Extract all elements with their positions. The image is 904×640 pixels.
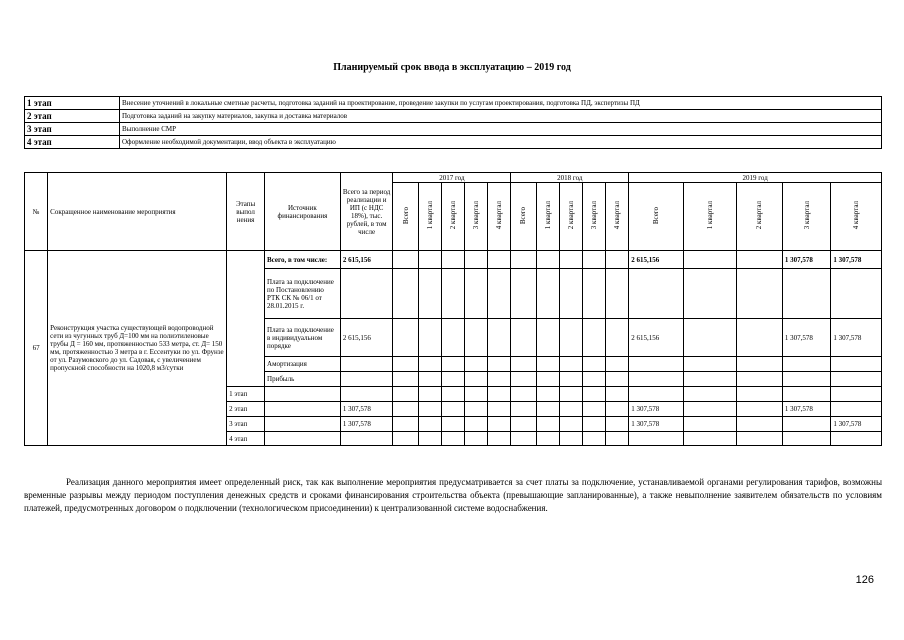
stage-row (25, 110, 882, 123)
stage-text: Выполнение СМР (120, 123, 882, 136)
stage-text: Внесение уточнений в локальные сметные расчеты, подготовка заданий на проектирование, проведение закупки по услугам проектирования, подготовка ПД, экспертизы ПД (120, 97, 882, 110)
val-total: 2 615,156 (340, 251, 393, 269)
financing-table (24, 172, 882, 446)
src-fee: Плата за подключение по Постановлению РТК СК № 06/1 от 28.01.2015 г. (265, 269, 341, 319)
src-profit: Прибыль (265, 372, 341, 387)
val-indiv-q3: 1 307,578 (782, 319, 830, 357)
stage-row (25, 97, 882, 110)
val-total-q3: 1 307,578 (782, 251, 830, 269)
src-indiv: Плата за подключение в индивидуальном порядке (265, 319, 341, 357)
row-name: Реконструкция участка существующей водопроводной сети из чугунных труб Д=100 мм на полиэтиленовые трубы Д = 160 мм, протяженностью 533 метра, ст. Д= 150 мм, протяженностью 3 метра в г. Ессентуки по ул. Фрунзе от ул. Разумовского до ул. Садовая, с увеличением пропускной способности на 1020,8 м3/сутки (48, 251, 227, 446)
val-total-q4: 1 307,578 (831, 251, 882, 269)
col-name: Сокращенное наименование мероприятия (48, 173, 227, 251)
col-source: Источник финансирования (265, 173, 341, 251)
sub-q4: 4 квартал (831, 183, 882, 251)
val-st2-q3: 1 307,578 (782, 402, 830, 417)
sub-q1: 1 квартал (536, 183, 559, 251)
sub-q4: 4 квартал (606, 183, 629, 251)
page-title: Планируемый срок ввода в эксплуатацию – 2019 год (333, 62, 571, 73)
val-indiv: 2 615,156 (340, 319, 393, 357)
page-number: 126 (855, 574, 874, 586)
stage-cell-empty (227, 251, 265, 387)
sub-q2: 2 квартал (441, 183, 464, 251)
sub-total: Всего (393, 183, 418, 251)
stage-text: Оформление необходимой документации, ввод объекта в эксплуатацию (120, 136, 882, 149)
year-2018: 2018 год (511, 173, 629, 183)
col-stages: Этапы выпол нения (227, 173, 265, 251)
val-st3: 1 307,578 (340, 417, 393, 432)
col-total: Всего за период реализации и ИП (с НДС 18%), тыс. рублей, в том числе (340, 173, 393, 251)
table-row (25, 251, 882, 269)
val-indiv-2019: 2 615,156 (629, 319, 684, 357)
row-num: 67 (25, 251, 48, 446)
stage-key: 3 этап (25, 123, 120, 136)
val-st2-2019: 1 307,578 (629, 402, 684, 417)
val-total-2019: 2 615,156 (629, 251, 684, 269)
sub-q3: 3 квартал (582, 183, 605, 251)
stage-2: 2 этап (227, 402, 265, 417)
src-total: Всего, в том числе: (265, 251, 341, 269)
val-indiv-q4: 1 307,578 (831, 319, 882, 357)
year-2019: 2019 год (629, 173, 882, 183)
sub-q1: 1 квартал (418, 183, 441, 251)
sub-total: Всего (629, 183, 684, 251)
sub-q2: 2 квартал (559, 183, 582, 251)
stage-4: 4 этап (227, 432, 265, 446)
sub-q2: 2 квартал (736, 183, 782, 251)
stage-3: 3 этап (227, 417, 265, 432)
stages-table (24, 96, 882, 149)
src-amort: Амортизация (265, 357, 341, 372)
sub-q1: 1 квартал (683, 183, 736, 251)
val-st2: 1 307,578 (340, 402, 393, 417)
col-num: № (25, 173, 48, 251)
sub-total: Всего (511, 183, 536, 251)
val-st3-2019: 1 307,578 (629, 417, 684, 432)
year-2017: 2017 год (393, 173, 511, 183)
risk-paragraph: Реализация данного мероприятия имеет определенный риск, так как выполнение мероприятия предусматривается за счет платы за подключение, устанавливаемой органами регулирования тарифов, возможны временные разрывы между периодом поступления денежных средств и сроками финансирования строительства объекта (превышающие запланированные), а также невыполнение заявителем обязательств по условиям платежей, предусмотренных договором о подключении (технологическом присоединении) к централизованной системе водоснабжения. (24, 477, 882, 513)
stage-row (25, 136, 882, 149)
stage-row (25, 123, 882, 136)
sub-q4: 4 квартал (488, 183, 511, 251)
stage-text: Подготовка заданий на закупку материалов, закупка и доставка материалов (120, 110, 882, 123)
sub-q3: 3 квартал (465, 183, 488, 251)
stage-1: 1 этап (227, 387, 265, 402)
stage-key: 4 этап (25, 136, 120, 149)
stage-key: 1 этап (25, 97, 120, 110)
val-st3-q4: 1 307,578 (831, 417, 882, 432)
stage-key: 2 этап (25, 110, 120, 123)
sub-q3: 3 квартал (782, 183, 830, 251)
